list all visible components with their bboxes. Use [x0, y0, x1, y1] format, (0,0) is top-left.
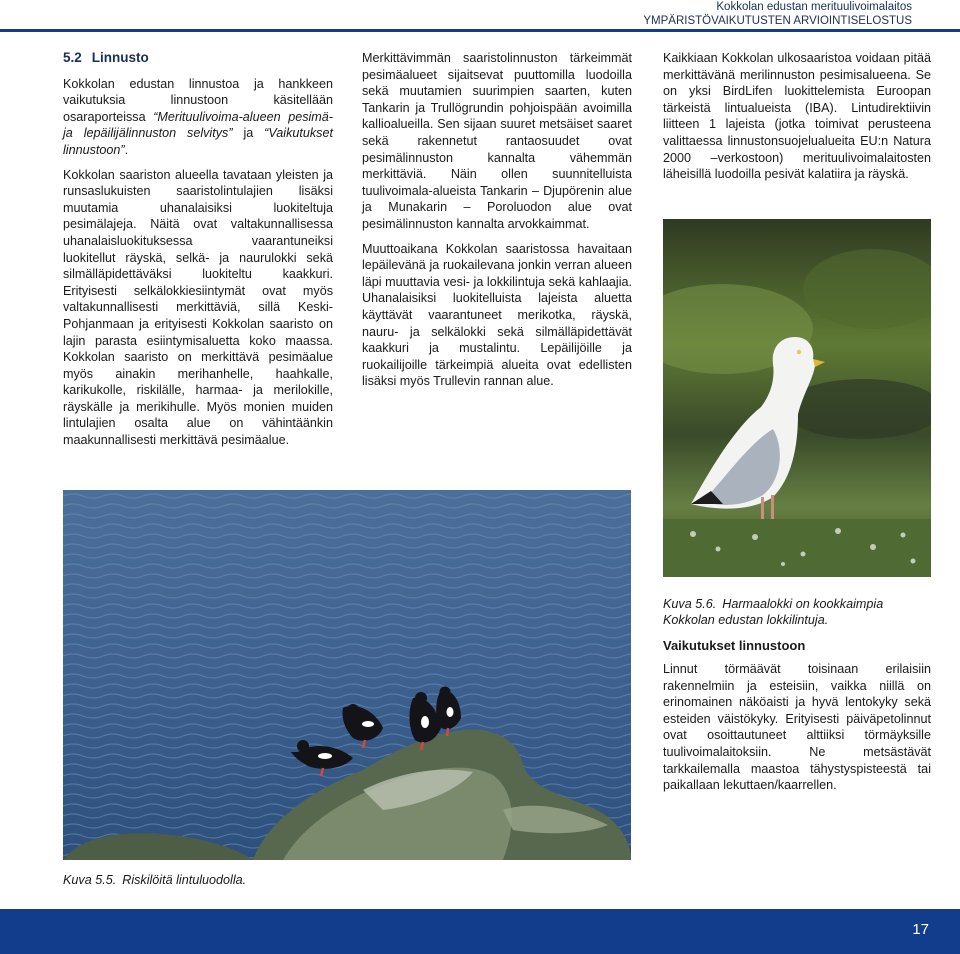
paragraph: Kaikkiaan Kokkolan ulkosaaristoa voidaan pitää merkittävänä merilinnuston pesimisalueena. Se on yksi BirdLifen luokittelemista Euroopan tärkeistä lintualueista (IBA). Lintudirektiivin liitteen 1 lajeista (jotka toimivat perusteena valittaessa linnustonsuojelualueita EU:n Natura 2000 –verkostoon) merituulivoimalaitosten läheisillä luodoilla pesivät kalatiira ja räyskä.	[663, 51, 931, 182]
paragraph: Kokkolan saariston alueella tavataan yleisten ja runsaslukuisten saaristolintulajien lisäksi muutamia uhanalaisiksi luokiteltuja pesimälajeja. Näitä ovat valtakunnallisessa uhanalaisluokituksessa vaarantuneiksi luokitellut räyskä, selkä- ja naurulokki sekä silmälläpidettäväksi luokiteltu kaakkuri. Erityisesti selkälokkiesiintymät ovat myös valtakunnallisesti merkittäviä, sillä Keski-Pohjanmaan ja erityisesti Kokkolan saaristo on lajin parasta esiintymisaluetta koko maassa. Kokkolan saaristo on merkittävä pesimäalue myös ainakin merihanhelle, haahkalle, karikukolle, riskilälle, harmaa- ja merilokille, räyskälle ja merikihulle. Myös monien muiden lintulajien osalta alue on vähintäänkin maakunnallisesti merkittävä pesimäalue.	[63, 167, 333, 448]
caption-label: Kuva 5.5.	[63, 873, 117, 887]
subsection-heading: Vaikutukset linnustoon	[663, 638, 806, 653]
paragraph: Merkittävimmän saaristolinnuston tärkeimmät pesimäalueet sijaitsevat puuttomilla luodoilla sekä muutamien suurimpien saarten, kuten Tankarin ja Trullögrundin pohjoispään avoimilla kallioalueilla. Sen sijaan suuret metsäiset saaret sekä rakennetut rantaosuudet ovat pesimälinnuston kannalta vähemmän merkittäviä. Näin ollen suunnitelluista tuulivoimala-alueista Tankarin – Djupörenin alue ja Munakarin – Poroluodon alue ovat pesimälinnuston kannalta arvokkaimmat.	[362, 51, 632, 231]
figure-caption-5-5	[63, 872, 463, 888]
paragraph: Muuttoaikana Kokkolan saaristossa havaitaan lepäilevänä ja ruokailevana jonkin verran alueen läpi muuttavia vesi- ja lokkilintuja sekä kahlaajia. Uhanalaisiksi luokitelluista lajeista aluetta käyttävät vaarantuneet merikotka, räyskä, nauru- ja selkälokki sekä silmälläpidettävät kaakkuri ja mustalintu. Lepäilijöille ja ruokailijoille tärkeimpiä alueita ovat edellisten lisäksi myös Trullevin rannan alue.	[362, 241, 632, 389]
page-number: 17	[912, 921, 929, 938]
running-header	[643, 0, 912, 28]
guillemots-photo	[63, 490, 631, 860]
header-rule	[0, 29, 960, 32]
section-heading	[63, 50, 333, 67]
report-title: “Vaikutukset linnustoon”	[63, 126, 333, 157]
paragraph-text: Kokkolan edustan linnustoa ja hankkeen vaikutuksia linnustoon käsitellään osaraporteissa	[63, 76, 333, 124]
column-3-lower	[663, 661, 931, 802]
gull-photo	[663, 219, 931, 577]
report-title: “Merituulivoima-alueen pesimä- ja lepäilijälinnuston selvitys”	[63, 109, 333, 141]
header-line-2: YMPÄRISTÖVAIKUTUSTEN ARVIOINTISELOSTUS	[643, 15, 912, 27]
page-footer	[0, 909, 960, 954]
section-title: Linnusto	[91, 50, 149, 65]
column-2	[362, 50, 632, 398]
section-number: 5.2	[63, 50, 82, 65]
paragraph	[63, 76, 333, 159]
column-1	[63, 50, 333, 457]
caption-text: Riskilöitä lintuluodolla.	[122, 873, 247, 887]
caption-label: Kuva 5.6.	[663, 597, 717, 611]
paragraph-text: .	[124, 142, 129, 157]
paragraph: Linnut törmäävät toisinaan erilaisiin rakennelmiin ja esteisiin, vaikka niillä on erinomainen näköaisti ja hyvä lentokyky sekä esteiden väistökyky. Erityisesti päiväpetolinnut ovat osoittautuneet alttiiksi törmäyksille tuulivoimalaitoksiin. Ne metsästävät tarkkailemalla maastoa tähystyspisteestä tai paikallaan lekuttaen/kaarrellen.	[663, 662, 931, 793]
header-line-1: Kokkolan edustan merituulivoimalaitos	[716, 1, 912, 13]
figure-caption-5-6	[663, 596, 931, 628]
column-3	[663, 50, 931, 191]
caption-text: Harmaalokki on kookkaimpia Kokkolan edustan lokkilintuja.	[663, 597, 884, 627]
paragraph-text: ja	[232, 126, 265, 141]
